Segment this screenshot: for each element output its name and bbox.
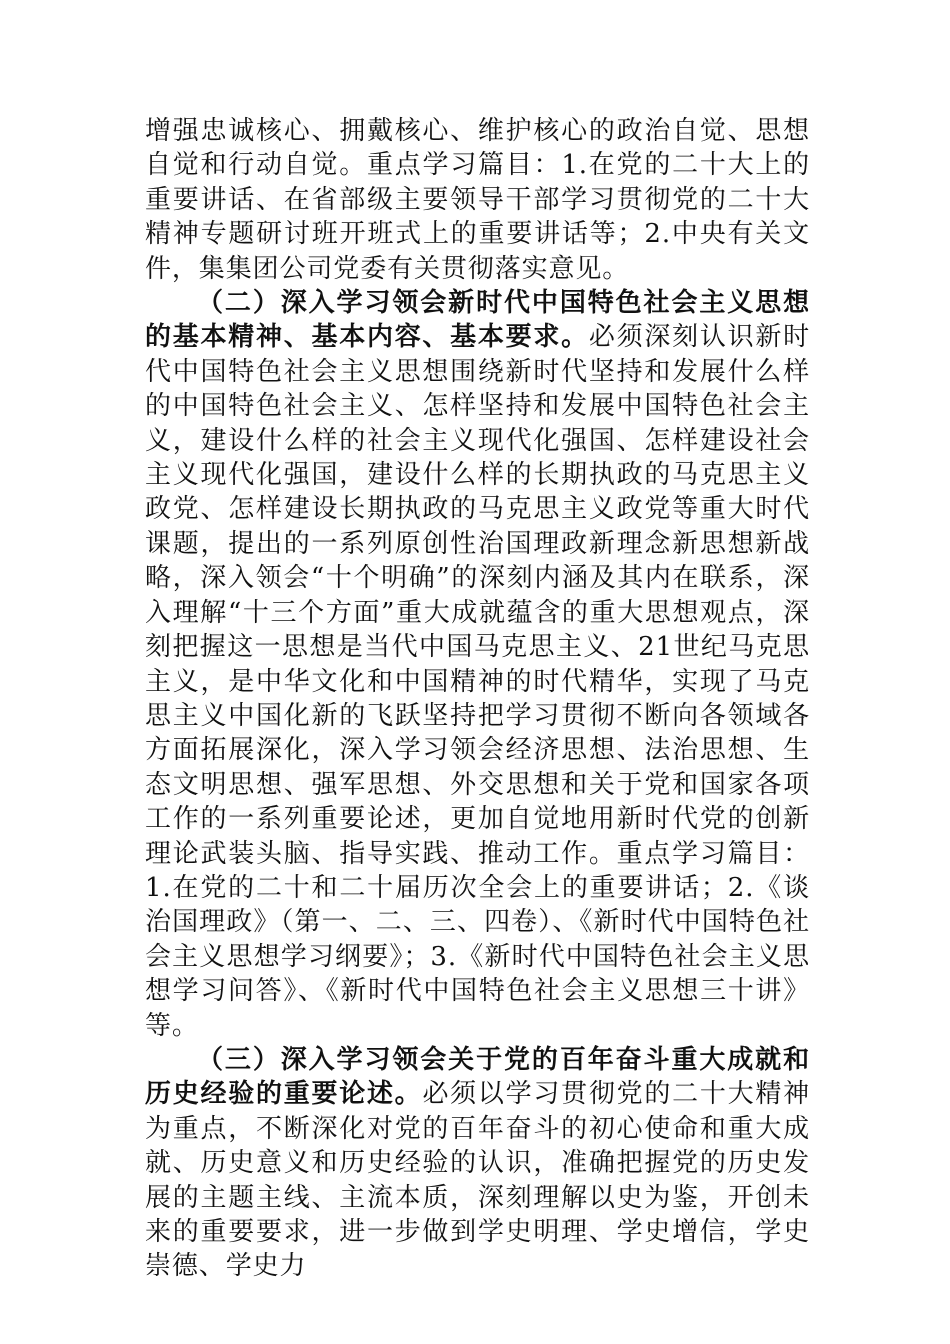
section-heading: （二）深入学习领会新时代中国特色社会主义思想的基本精神、基本内容、基本要求。 — [145, 288, 810, 353]
paragraph-section-3 — [145, 1043, 810, 1284]
paragraph-body: 必须深刻认识新时代中国特色社会主义思想围绕新时代坚持和发展什么样的中国特色社会主义、怎样坚持和发展中国特色社会主义，建设什么样的社会主义现代化强国、怎样建设社会主义现代化强国，建设什么样的长期执政的马克思主义政党、怎样建设长期执政的马克思主义政党等重大时代课题，提出的一系列原创性治国理政新理念新思想新战略，深入领会“十个明确”的深刻内涵及其内在联系，深入理解“十三个方面”重大成就蕴含的重大思想观点，深刻把握这一思想是当代中国马克思主义、21世纪马克思主义，是中华文化和中国精神的时代精华，实现了马克思主义中国化新的飞跃坚持把学习贯彻不断向各领域各方面拓展深化，深入学习领会经济思想、法治思想、生态文明思想、强军思想、外交思想和关于党和国家各项工作的一系列重要论述，更加自觉地用新时代党的创新理论武装头脑、指导实践、推动工作。重点学习篇目：1.在党的二十和二十届历次全会上的重要讲话；2.《谈治国理政》（第一、二、三、四卷）、《新时代中国特色社会主义思想学习纲要》；3.《新时代中国特色社会主义思想学习问答》、《新时代中国特色社会主义思想三十讲》等。 — [145, 322, 810, 1041]
paragraph-body: 增强忠诚核心、拥戴核心、维护核心的政治自觉、思想自觉和行动自觉。重点学习篇目：1.在党的二十大上的重要讲话、在省部级主要领导干部学习贯彻党的二十大精神专题研讨班开班式上的重要讲话等；2.中央有关文件，集集团公司党委有关贯彻落实意见。 — [145, 116, 810, 284]
paragraph-body: 必须以学习贯彻党的二十大精神为重点，不断深化对党的百年奋斗的初心使命和重大成就、历史意义和历史经验的认识，准确把握党的历史发展的主题主线、主流本质，深刻理解以史为鉴，开创未来的重要要求，进一步做到学史明理、学史增信，学史崇德、学史力 — [145, 1079, 810, 1282]
paragraph-continuation — [145, 114, 810, 286]
section-heading: （三）深入学习领会关于党的百年奋斗重大成就和历史经验的重要论述。 — [145, 1044, 810, 1110]
paragraph-section-2 — [145, 286, 810, 1043]
document-body — [145, 114, 810, 1284]
